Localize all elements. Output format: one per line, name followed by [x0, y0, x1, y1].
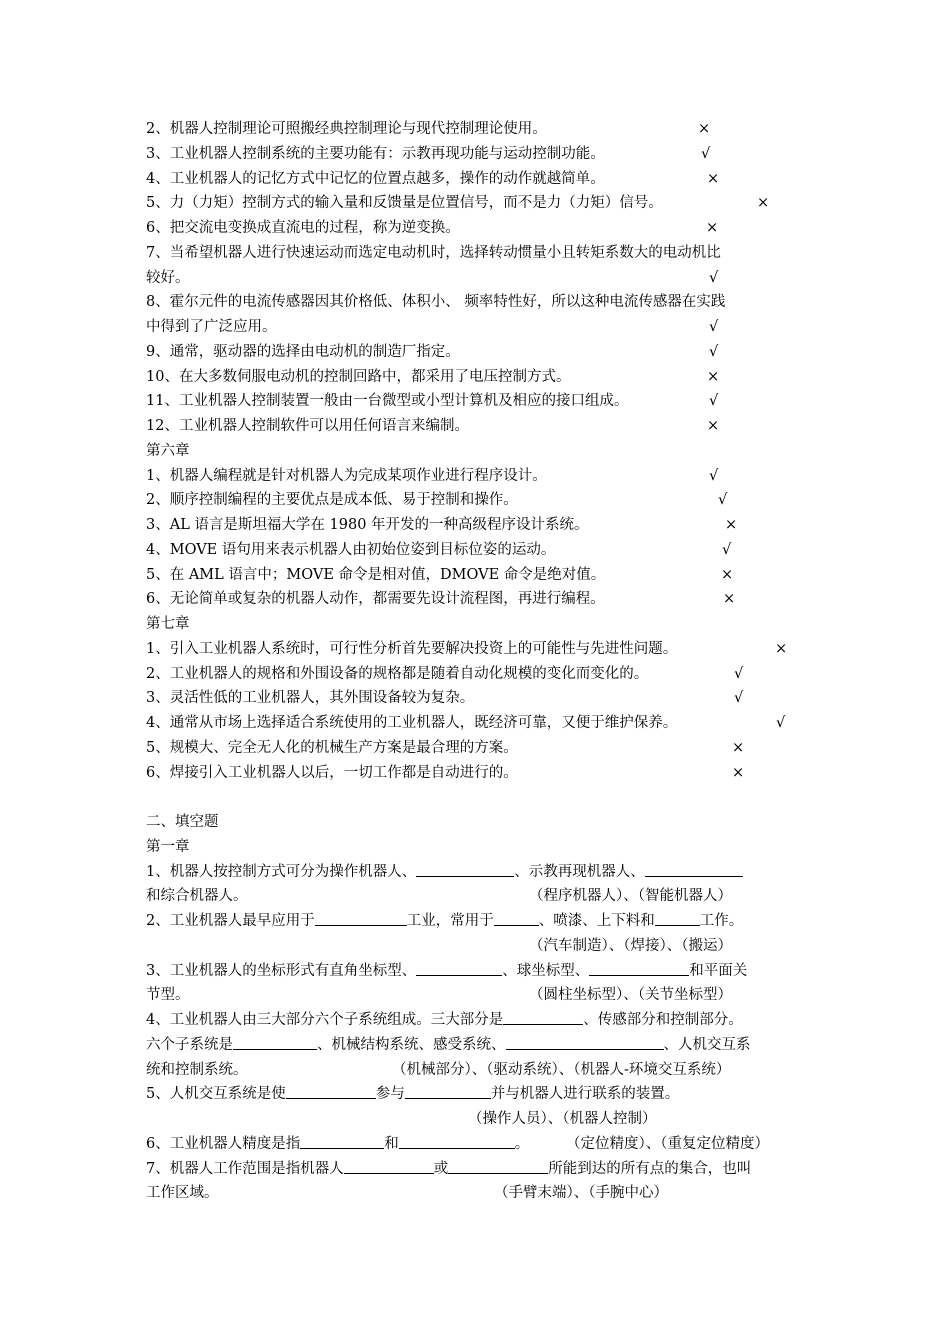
answer-mark: ×: [707, 418, 720, 434]
judgement-item: 2、机器人控制理论可照搬经典控制理论与现代控制理论使用。 ×: [146, 117, 810, 142]
answer-key: （圆柱坐标型）、（关节坐标型）: [529, 987, 732, 1004]
answer-blank: [233, 1033, 317, 1050]
judgement-item: 8、霍尔元件的电流传感器因其价格低、体积小、 频率特性好，所以这种电流传感器在实践: [146, 294, 726, 311]
judgement-item: 3、灵活性低的工业机器人，其外围设备较为复杂。 √: [146, 686, 810, 711]
judgement-item: 7、当希望机器人进行快速运动而选定电动机时，选择转动惯量小且转矩系数大的电动机比: [146, 244, 721, 261]
answer-mark: √: [722, 541, 732, 558]
judgement-item: 2、顺序控制编程的主要优点是成本低、易于控制和操作。 √: [146, 488, 810, 513]
answer-blank: [645, 860, 743, 877]
judgement-item: 10、在大多数伺服电动机的控制回路中，都采用了电压控制方式。 ×: [146, 365, 810, 390]
fill-question-continued: 和综合机器人。 （程序机器人）、（智能机器人）: [146, 884, 810, 909]
fill-question: 7、机器人工作范围是指机器人 或 所能到达的所有点的集合，也叫: [146, 1157, 810, 1182]
answer-mark: ×: [757, 195, 770, 212]
answer-mark: √: [776, 715, 786, 731]
judgement-item: 4、通常从市场上选择适合系统使用的工业机器人，既经济可靠，又便于维护保养。 √: [146, 711, 810, 736]
answer-mark: ×: [707, 368, 720, 385]
answer-blank: [494, 909, 539, 926]
judgement-item: 6、把交流电变换成直流电的过程，称为逆变换。 ×: [146, 216, 810, 241]
answer-key: （程序机器人）、（智能机器人）: [529, 888, 732, 905]
answer-mark: √: [709, 269, 719, 286]
answer-mark: ×: [706, 220, 719, 236]
judgement-item: 6、无论简单或复杂的机器人动作，都需要先设计流程图，再进行编程。 ×: [146, 587, 810, 612]
answer-blank: [416, 860, 514, 877]
fill-question-continued: 六个子系统是 、机械结构系统、感受系统、 、人机交互系: [146, 1033, 810, 1058]
answer-key: （机械部分）、（驱动系统）、（机器人-环境交互系统）: [392, 1061, 731, 1078]
fill-question-continued: 节型。 （圆柱坐标型）、（关节坐标型）: [146, 983, 810, 1008]
answer-blank: [416, 959, 502, 976]
fill-answer-line: [146, 1107, 810, 1132]
fill-question: 5、人机交互系统是使 参与 并与机器人进行联系的装置。: [146, 1082, 810, 1107]
answer-mark: √: [709, 319, 719, 335]
answer-mark: √: [709, 343, 719, 360]
fill-answer-line: [146, 934, 810, 959]
judgement-item: 5、规模大、完全无人化的机械生产方案是最合理的方案。 ×: [146, 736, 810, 761]
answer-blank: [286, 1082, 376, 1099]
chapter-heading: 第六章: [146, 442, 190, 459]
judgement-item: 4、MOVE 语句用来表示机器人由初始位姿到目标位姿的运动。 √: [146, 538, 810, 563]
judgement-item-continued: 较好。 √: [146, 266, 810, 291]
fill-question: 3、工业机器人的坐标形式有直角坐标型、 、球坐标型、 和平面关: [146, 959, 810, 984]
answer-blank: [344, 1157, 434, 1174]
answer-blank: [506, 1033, 664, 1050]
judgement-item: 2、工业机器人的规格和外围设备的规格都是随着自动化规模的变化而变化的。 √: [146, 662, 810, 687]
answer-mark: √: [709, 393, 719, 410]
judgement-item: 3、AL 语言是斯坦福大学在 1980 年开发的一种高级程序设计系统。 ×: [146, 513, 810, 538]
answer-mark: ×: [707, 170, 720, 187]
fill-question: 1、机器人按控制方式可分为操作机器人、 、示教再现机器人、: [146, 860, 810, 885]
answer-blank: [448, 1157, 548, 1174]
chapter-heading: 第七章: [146, 616, 190, 632]
judgement-item: 5、力（力矩）控制方式的输入量和反馈量是位置信号，而不是力（力矩）信号。 ×: [146, 191, 810, 216]
document-page: [146, 117, 810, 1206]
fill-question-continued: 统和控制系统。 （机械部分）、（驱动系统）、（机器人-环境交互系统）: [146, 1058, 810, 1083]
answer-mark: ×: [732, 739, 745, 756]
answer-mark: ×: [732, 764, 745, 781]
answer-blank: [503, 1008, 583, 1025]
answer-mark: ×: [775, 640, 788, 657]
answer-mark: ×: [698, 121, 711, 137]
fill-question: 4、工业机器人由三大部分六个子系统组成。三大部分是 、传感部分和控制部分。: [146, 1008, 810, 1033]
judgement-item: 4、工业机器人的记忆方式中记忆的位置点越多，操作的动作就越简单。 ×: [146, 167, 810, 192]
answer-mark: √: [709, 467, 719, 484]
answer-blank: [655, 909, 700, 926]
answer-mark: ×: [721, 566, 734, 583]
answer-blank: [300, 1132, 384, 1149]
judgement-item: 11、工业机器人控制装置一般由一台微型或小型计算机及相应的接口组成。 √: [146, 389, 810, 414]
answer-mark: ×: [723, 591, 736, 608]
answer-key: （定位精度）、（重复定位精度）: [566, 1135, 769, 1152]
answer-mark: ×: [725, 517, 738, 533]
judgement-item: 1、机器人编程就是针对机器人为完成某项作业进行程序设计。 √: [146, 464, 810, 489]
judgement-item-continued: 中得到了广泛应用。 √: [146, 315, 810, 340]
answer-blank: [405, 1082, 491, 1099]
fill-question: 2、工业机器人最早应用于 工业，常用于 、喷漆、上下料和 工作。: [146, 909, 810, 934]
answer-mark: √: [734, 690, 744, 707]
judgement-item: 5、在 AML 语言中；MOVE 命令是相对值，DMOVE 命令是绝对值。 ×: [146, 563, 810, 588]
chapter-heading: 第一章: [146, 838, 190, 855]
section-title: 二、填空题: [146, 814, 219, 830]
fill-question-continued: 工作区域。 （手臂末端）、（手腕中心）: [146, 1181, 810, 1206]
answer-mark: √: [734, 665, 744, 682]
answer-mark: √: [718, 492, 728, 509]
fill-question: 6、工业机器人精度是指 和 。 （定位精度）、（重复定位精度）: [146, 1132, 810, 1157]
answer-blank: [399, 1132, 515, 1149]
judgement-item: 3、工业机器人控制系统的主要功能有：示教再现功能与运动控制功能。 √: [146, 142, 810, 167]
judgement-item: 6、焊接引入工业机器人以后，一切工作都是自动进行的。 ×: [146, 761, 810, 786]
judgement-item: 9、通常，驱动器的选择由电动机的制造厂指定。 √: [146, 340, 810, 365]
answer-mark: √: [701, 145, 711, 162]
answer-key: （操作人员）、（机器人控制）: [468, 1111, 657, 1127]
answer-blank: [589, 959, 689, 976]
judgement-item: 1、引入工业机器人系统时，可行性分析首先要解决投资上的可能性与先进性问题。 ×: [146, 637, 810, 662]
judgement-item: 12、工业机器人控制软件可以用任何语言来编制。 ×: [146, 414, 810, 439]
answer-blank: [315, 909, 407, 926]
answer-key: （手臂末端）、（手腕中心）: [494, 1185, 668, 1202]
spacer: [146, 785, 810, 810]
answer-key: （汽车制造）、（焊接）、（搬运）: [529, 937, 732, 954]
